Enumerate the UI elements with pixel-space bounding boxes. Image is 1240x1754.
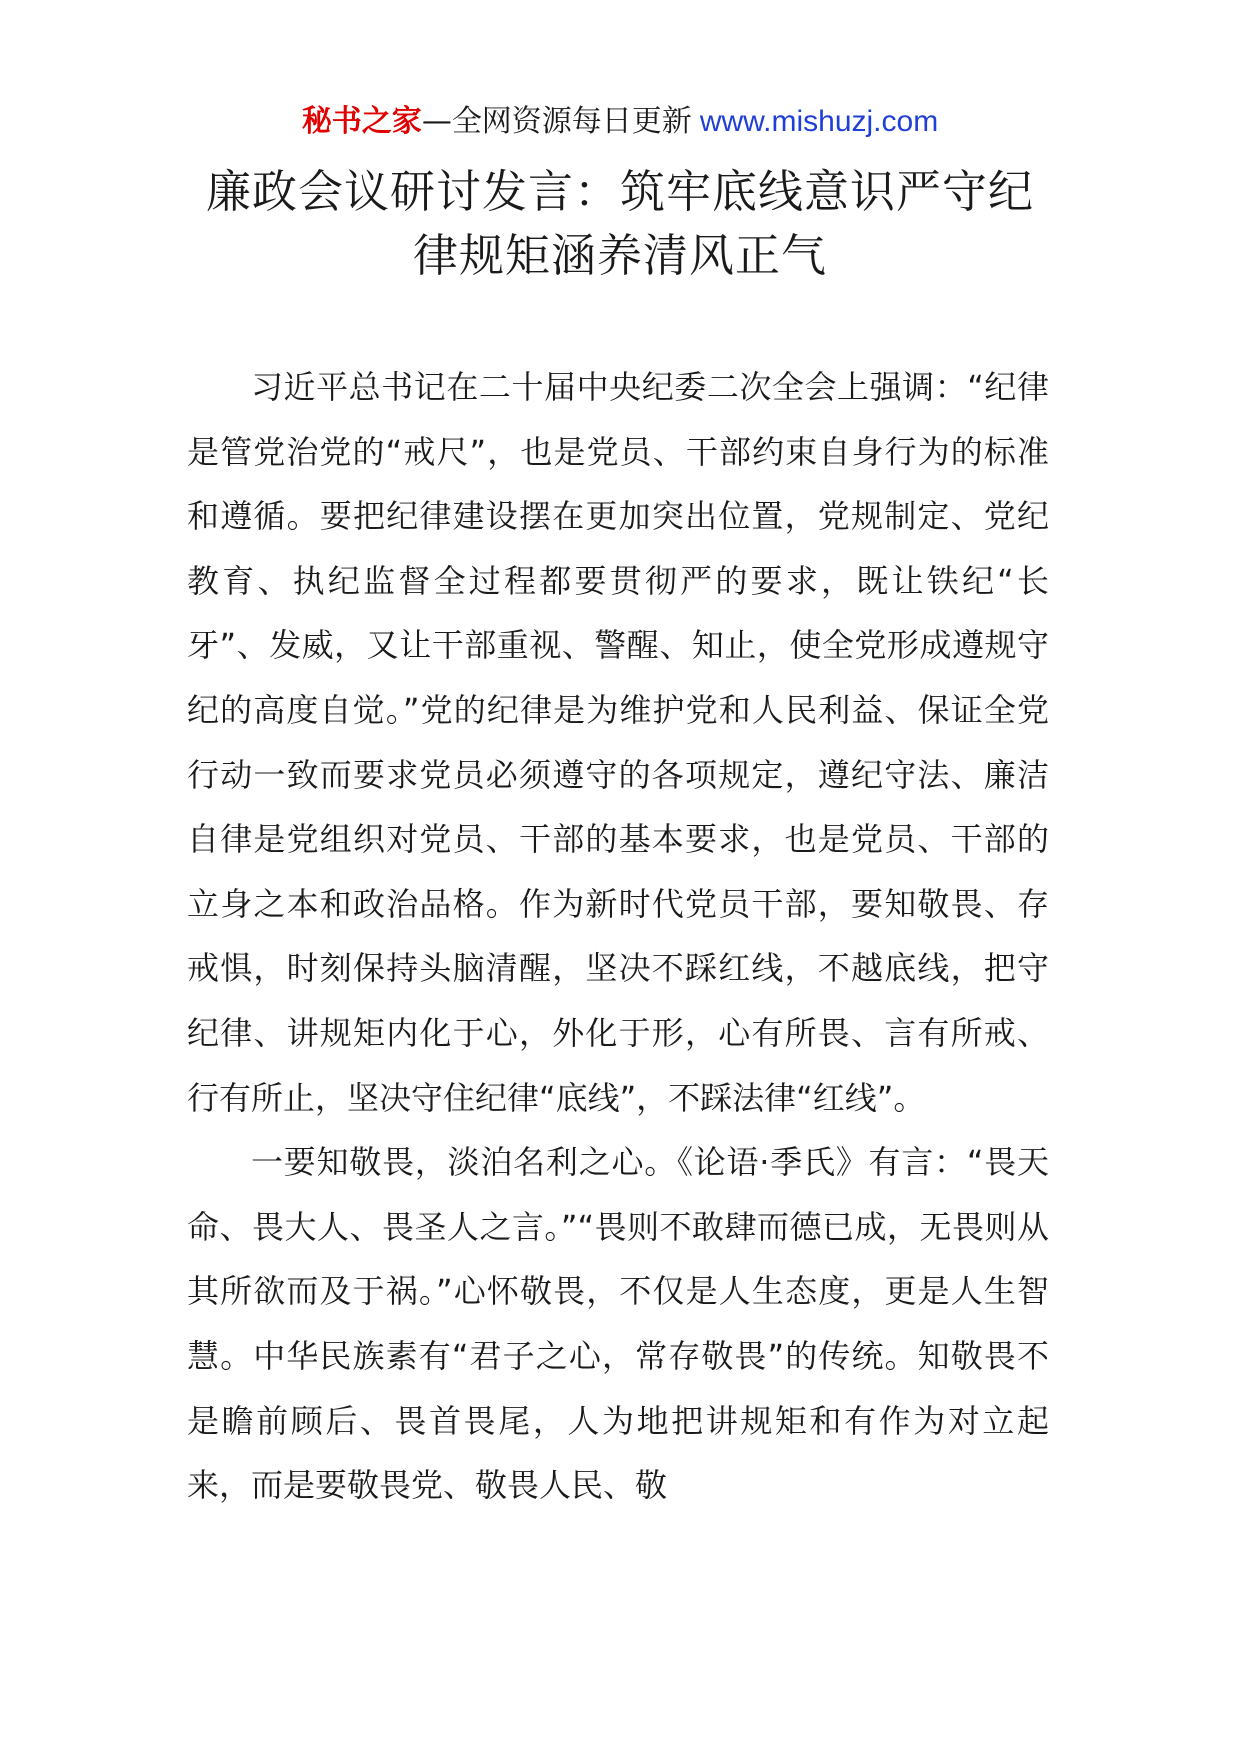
site-header <box>0 102 1240 142</box>
document-title-line-1: 廉政会议研讨发言：筑牢底线意识严守纪 <box>205 165 1034 218</box>
body-paragraph: 一要知敬畏，淡泊名利之心。《论语·季氏》有言：“畏天命、畏大人、畏圣人之言。”“畏则不敢肆而德已成，无畏则从其所欲而及于祸。”心怀敬畏，不仅是人生态度，更是人生智慧。中华民族素有“君子之心，常存敬畏”的传统。知敬畏不是瞻前顾后、畏首畏尾，人为地把讲规矩和有作为对立起来，而是要敬畏党、敬畏人民、敬 <box>187 1143 1049 1505</box>
body-paragraph: 习近平总书记在二十届中央纪委二次全会上强调：“纪律是管党治党的“戒尺”，也是党员、干部约束自身行为的标准和遵循。要把纪律建设摆在更加突出位置，党规制定、党纪教育、执纪监督全过程都要贯彻严的要求，既让铁纪“长牙”、发威，又让干部重视、警醒、知止，使全党形成遵规守纪的高度自觉。”党的纪律是为维护党和人民利益、保证全党行动一致而要求党员必须遵守的各项规定，遵纪守法、廉洁自律是党组织对党员、干部的基本要求，也是党员、干部的立身之本和政治品格。作为新时代党员干部，要知敬畏、存戒惧，时刻保持头脑清醒，坚决不踩红线，不越底线，把守纪律、讲规矩内化于心，外化于形，心有所畏、言有所戒、行有所止，坚决守住纪律“底线”，不踩法律“红线”。 <box>187 368 1049 1117</box>
document-title <box>195 160 1045 288</box>
site-brand: 秘书之家 <box>301 104 422 139</box>
site-url-link[interactable]: www.mishuzj.com <box>699 105 939 138</box>
document-body <box>187 355 1049 1518</box>
site-tagline: —全网资源每日更新 <box>421 104 692 139</box>
document-title-line-2: 律规矩涵养清风正气 <box>412 229 827 282</box>
